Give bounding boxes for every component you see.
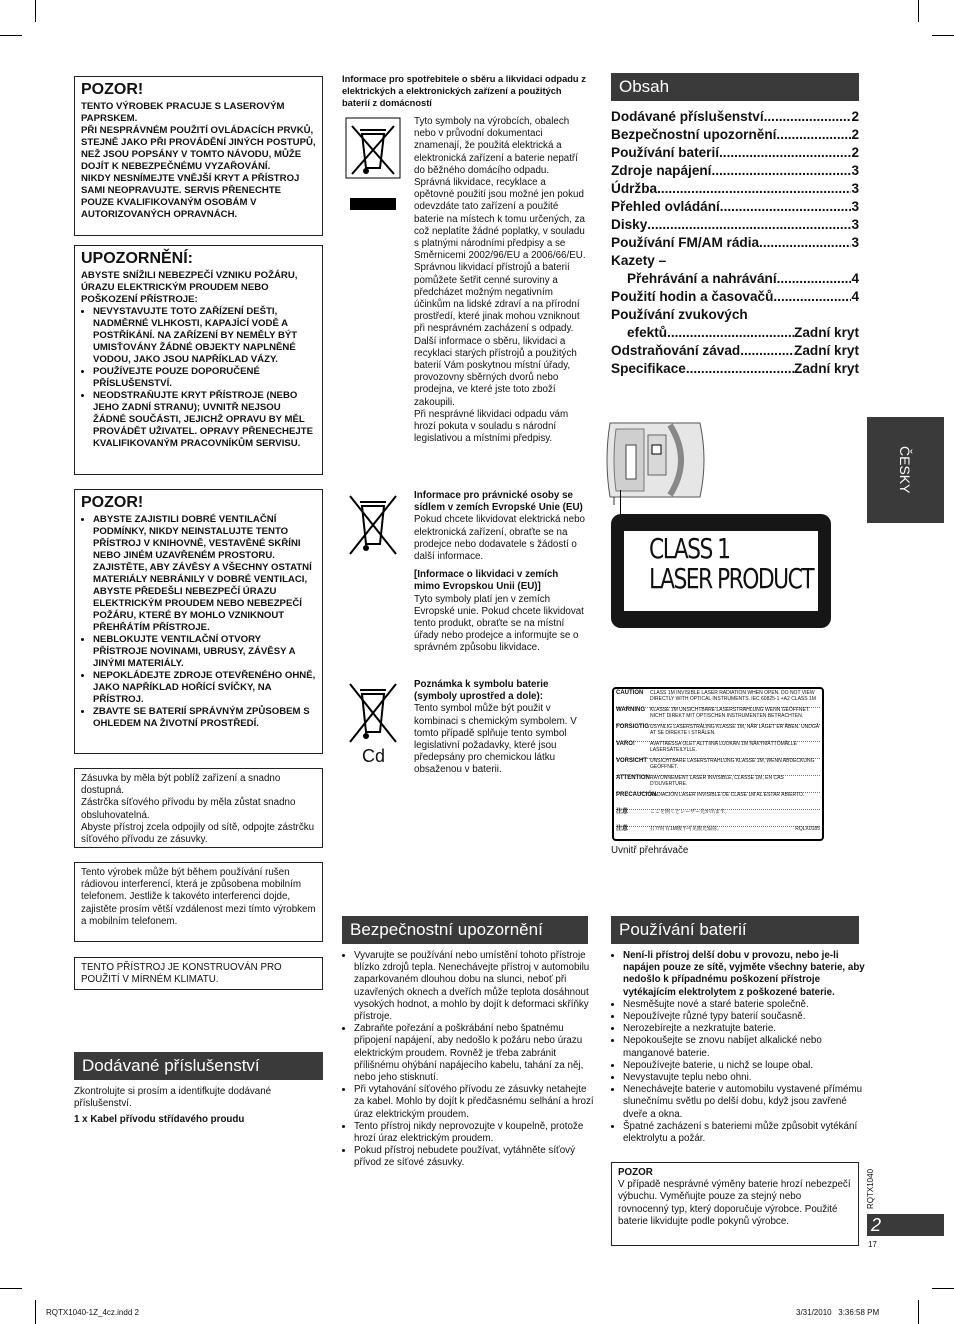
list-item: • Nepoužívejte baterie, u nichž se loupe obal. (623, 1060, 871, 1072)
toc-row[interactable]: Používání FM/AM rádia ..... 3 (611, 234, 859, 252)
laser-class-line2: LASER PRODUCT (649, 562, 814, 595)
toc-row[interactable]: Specifikace ..... Zadní kryt (611, 360, 859, 378)
list-item: • Tento přístroj nikdy neprovozujte v koupelně, protože hrozí úraz elektrickým proudem. (354, 1121, 598, 1145)
wheelie-bin-icon (342, 116, 404, 211)
crop-mark (932, 1288, 954, 1289)
toc-row[interactable]: Bezpečnostní upozornění ..... 2 (611, 126, 859, 144)
pozor-title: POZOR! (81, 494, 144, 511)
list-item: • Nepoužívejte různé typy baterií současně. (623, 1011, 871, 1023)
crop-mark (0, 1288, 22, 1289)
list-item: • Nenechávejte baterie v automobilu vystavené přímému slunečnímu světlu po delší dobu, když jsou zavřené dveře a okna. (623, 1084, 871, 1121)
toc-heading: Obsah (611, 73, 859, 101)
batteries-heading: Používání baterií (611, 916, 859, 944)
toc-row: Kazety – (611, 253, 667, 268)
device-side-illustration (600, 415, 712, 505)
laser-class-line1: CLASS 1 (649, 532, 730, 565)
eu-text: Pokud chcete likvidovat elektrická nebo elektronická zařízení, obraťte se na prodejce nebo dodavatele s žádostí o další informace. (414, 514, 585, 563)
list-item: • ZBAVTE SE BATERIÍ SPRÁVNÝM ZPŮSOBEM S OHLEDEM NA ŽIVOTNÍ PROSTŘEDÍ. (93, 706, 316, 730)
crop-mark (0, 35, 22, 36)
accessories-text: Zkontrolujte si prosím a identifkujte dodávané příslušenství. (74, 1086, 272, 1110)
list-item: • Zabraňte pořezání a poškrábání nebo špatnému připojení napájení, aby nedošlo k požáru nebo úrazu elektrickým proudem. Rovněž je třeba zabránit přílišnému ohýbání napájecího kabelu, tahání za něj, nebo jeho stisknutí. (354, 1023, 598, 1084)
weee-heading: Informace pro spotřebitele o sběru a likvidaci odpadu z elektrických a elektronických zařízení a použitých baterií z domácností (342, 74, 586, 108)
list-item: • NEODSTRAŇUJTE KRYT PŘÍSTROJE (NEBO JEHO ZADNÍ STRANU); UVNITŘ NEJSOU ŽÁDNÉ SOUČÁSTI, JEJICHŽ OPRAVU BY MĚL PROVÁDĚT UŽIVATEL. OPRAVY PŘENECHEJTE KVALIFIKOVANÝM PRACOVNÍKŮM SERVISU. (93, 390, 316, 450)
crop-mark (35, 1300, 36, 1324)
upozorneni-box (74, 245, 323, 475)
footer-file: RQTX1040-1Z_4cz.indd 2 (46, 1308, 139, 1317)
battery-pozor-box (611, 1162, 859, 1246)
list-item: • Pokud přístroj nebudete používat, vytáhněte síťový přívod ze síťové zásuvky. (354, 1145, 598, 1169)
toc-row[interactable]: efektů ..... Zadní kryt (611, 324, 859, 342)
list-item: • Není-li přístroj delší dobu v provozu, nebo je-li napájen pouze ze sítě, vyjměte všechny baterie, aby nedošlo k případnému poškození přístroje vytékajícím elektrolytem z poškozené baterie. (623, 950, 871, 999)
battery-pozor-text: V případě nesprávné výměny baterie hrozí nebezpečí výbuchu. Vyměňujte pouze za stejný nebo rovnocenný typ, který doporučuje výrobce. Použité baterie likvidujte podle pokynů výrobce. (618, 1179, 851, 1227)
upozorneni-title: UPOZORNĚNÍ: (81, 250, 193, 267)
pozor-title: POZOR! (81, 81, 144, 98)
toc-row[interactable]: Disky ..... 3 (611, 216, 859, 234)
list-item: • NEPOKLÁDEJTE ZDROJE OTEVŘENÉHO OHNĚ, JAKO NAPŘÍKLAD HOŘÍCÍ SVÍČKY, NA PŘÍSTROJ. (93, 670, 316, 706)
toc-row[interactable]: Používání baterií ..... 2 (611, 144, 859, 162)
model-code: RQTX1040 (866, 1168, 875, 1209)
crop-mark (932, 35, 954, 36)
safety-list (342, 950, 598, 1170)
footer-date: 3/31/2010 3:36:58 PM (796, 1308, 880, 1317)
list-item: • Při vytahování síťového přívodu ze zásuvky netahejte za kabel. Mohlo by dojít k předčasnému selhání a hrozí úraz elektrickým proudem. (354, 1084, 598, 1121)
toc-row[interactable]: Použití hodin a časovačů ..... 4 (611, 288, 859, 306)
pozor-text: TENTO VÝROBEK PRACUJE S LASEROVÝM PAPRSKEM. PŘI NESPRÁVNÉM POUŽITÍ OVLÁDACÍCH PRVKŮ, STEJNĚ JAKO PŘI PROVÁDĚNÍ JINÝCH POSTUPŮ, NEŽ JSOU POPSÁNY V TOMTO NÁVODU, MŮŽE DOJÍT K NEBEZPEČNÉMU VYZAŘOVÁNÍ. NIKDY NESNÍMEJTE VNĚJŠÍ KRYT A PŘÍSTROJ SAMI NEOPRAVUJTE. SERVIS PŘENECHTE POUZE KVALIFIKOVANÝM OSOBÁM V AUTORIZOVANÝCH OPRAVNÁCH. (81, 101, 316, 220)
language-tab[interactable] (867, 417, 944, 523)
list-item: • Nesměšujte nové a staré baterie společně. (623, 999, 871, 1011)
noneu-text: Tyto symboly platí jen v zemích Evropské unie. Pokud chcete likvidovat tento produkt, obraťte se na místní úřady nebo prodejce a informujte se o správném způsobu likvidace. (414, 593, 584, 654)
noneu-title: [Informace o likvidaci v zemích mimo Evropskou Unii (EU)] (414, 569, 559, 593)
note-title: Poznámka k symbolu baterie (symboly uprostřed a dole): (414, 679, 549, 703)
accessories-item: 1 x Kabel přívodu střídavého proudu (74, 1114, 245, 1125)
battery-pozor-title: POZOR (618, 1167, 653, 1178)
accessories-heading: Dodávané příslušenství (74, 1052, 323, 1080)
phone-note: Tento výrobek může být během používání rušen rádiovou interferencí, která je způsobena mobilním telefonem. Jestliže k takovéto interferenci dojde, zajistěte prosím větší vzdálenost mezi tímto výrobkem a mobilním telefonem. (74, 862, 323, 942)
list-item: • NEVYSTAVUJTE TOTO ZAŘÍZENÍ DEŠTI, NADMĚRNÉ VLHKOSTI, KAPAJÍCÍ VODĚ A POSTŘÍKÁNÍ. NA ZAŘÍZENÍ BY NEMĚLY BÝT UMISŤOVÁNY ŽÁDNÉ OBJEKTY NAPLNĚNÉ VODOU, JAKO JSOU NAPŘÍKLAD VÁZY. (93, 306, 316, 366)
list-item: • ABYSTE ZAJISTILI DOBRÉ VENTILAČNÍ PODMÍNKY, NIKDY NEINSTALUJTE TENTO PŘÍSTROJ V KNIHOVNĚ, VESTAVĚNÉ SKŘÍNI NEBO JINÉM UZAVŘENÉM PROSTORU. ZAJISTĚTE, ABY ZÁVĚSY A VŠECHNY OSTATNÍ MATERIÁLY NEBRÁNILY V DOBRÉ VENTILACI, ABYSTE PŘEDEŠLI NEBEZPEČÍ ÚRAZU ELEKTRICKÝM PROUDEM NEBO NEBEZPEČÍ POŽÁRU, KTERÉ BY MOHLO VZNIKNOUT PŘEHŘÁTÍM PŘÍSTROJE. (93, 514, 316, 634)
page-number: 2 (867, 1214, 944, 1236)
toc-row[interactable]: Přehrávání a nahrávání ..... 4 (611, 270, 859, 288)
toc-row[interactable]: Odstraňování závad ..... Zadní kryt (611, 342, 859, 360)
list-item: • Špatné zacházení s bateriemi může způsobit vytékání elektrolytu a požár. (623, 1121, 871, 1145)
toc-row[interactable]: Údržba ..... 3 (611, 180, 859, 198)
toc-row[interactable]: Dodávané příslušenství ..... 2 (611, 108, 859, 126)
pozor-ventilation-box (74, 489, 323, 754)
language-tab-label: ČESKY (897, 446, 913, 494)
plug-note: Zásuvka by měla být poblíž zařízení a snadno dostupná. Zástrčka síťového přívodu by měla zůstat snadno obsluhovatelná. Abyste přístroj zcela odpojily od sítě, odpojte zástrčku síťového přívodu ze zásuvky. (74, 768, 323, 848)
upozorneni-intro: ABYSTE SNÍŽILI NEBEZPEČÍ VZNIKU POŽÁRU, ÚRAZU ELEKTRICKÝM PROUDEM NEBO POŠKOZENÍ PŘÍSTROJE: (81, 270, 298, 305)
toc-row[interactable]: Zdroje napájení ..... 3 (611, 162, 859, 180)
list-item: • POUŽÍVEJTE POUZE DOPORUČENÉ PŘÍSLUŠENSTVÍ. (93, 366, 316, 390)
leader-line (620, 490, 637, 516)
table-of-contents (611, 108, 859, 378)
list-item: • Nepokoušejte se znovu nabíjet alkalické nebo manganové baterie. (623, 1035, 871, 1059)
list-item: • Vyvarujte se používání nebo umístění tohoto přístroje blízko zdrojů tepla. Nenechávejte přístroj v automobilu zaparkovaném dlouhou dobu na slunci, neboť při uzavřených oknech a dveřích může teplota dosáhnout vysokých hodnot, a mohlo by dojít k deformaci skříňky přístroje. (354, 950, 598, 1023)
weee-text: Tyto symboly na výrobcích, obalech nebo v průvodní dokumentaci znamenají, že použitá elektrická a elektronická zařízení a baterie nepatří do běžného domácího odpadu. Správná likvidace, recyklace a opětovné použití jsou možné jen pokud odevzdáte tato zařízení a použité baterie na místech k tomu určených, za což neplatíte žádné poplatky, v souladu s platnými národními předpisy a se Směrnicemi 2002/96/EU a 2006/66/EU. Správnou likvidací přístrojů a baterií pomůžete šetřit cenné suroviny a předcházet možným negativním účinkům na lidské zdraví a na přírodní prostředí, které jinak mohou vzniknout při nesprávném zacházení s odpady. Další informace o sběru, likvidaci a recyklaci starých přístrojů a použitých baterií Vám poskytnou místní úřady, provozovny sběrných dvorů nebo prodejna, ve které jste toto zboží zakoupili. Při nesprávné likvidaci odpadu vám hrozí pokuta v souladu s národní legislativou a místními předpisy. (414, 116, 586, 445)
climate-note: TENTO PŘÍSTROJ JE KONSTRUOVÁN PRO POUŽITÍ V MÍRNÉM KLIMATU. (74, 957, 323, 990)
small-page-number: 17 (868, 1240, 877, 1249)
batteries-list (611, 950, 871, 1145)
toc-row: Používání zvukových (611, 307, 748, 322)
cd-symbol: Cd (362, 746, 386, 766)
crop-mark (918, 1300, 919, 1324)
note-text: Tento symbol může být použit v kombinaci s chemickým symbolem. V tomto případě splňuje tento symbol legislativní požadavky, které jsou předepsány pro chemickou látku obsaženou v baterii. (414, 703, 577, 776)
eu-title: Informace pro právnické osoby se sídlem v zemích Evropské Unie (EU) (414, 490, 583, 514)
crop-mark (35, 0, 36, 22)
inside-player-caption: Uvnitř přehrávače (611, 845, 689, 856)
list-item: • NEBLOKUJTE VENTILAČNÍ OTVORY PŘÍSTROJE NOVINAMI, UBRUSY, ZÁVĚSY A JINÝMI MATERIÁLY. (93, 634, 316, 670)
safety-heading: Bezpečnostní upozornění (342, 916, 588, 944)
list-item: • Nerozebírejte a nezkratujte baterie. (623, 1023, 871, 1035)
laser-class-label (611, 514, 831, 628)
list-item: • Nevystavujte teplu nebo ohni. (623, 1072, 871, 1084)
laser-warning-label: CAUTION CLASS 1M INVISIBLE LASER RADIATION WHEN OPEN. DO NOT VIEW DIRECTLY WITH OPTICAL INSTRUMENTS. IEC 60825-1 +A2 CLASS 1M WARNING KLASSE 1M UNSICHTBARE LASERSTRAHLUNG WENN GEÖFFNET. NICHT DIREKT MIT OPTISCHEN INSTRUMENTEN BETRACHTEN. FORSIGTIG USYNLIG LASERSTRÅLING KLASSE 1M, NÅR LÅGET ER ÅBEN. UNDGÅ AT SE DIREKTE I STRÅLEN. VARO! AVATTAESSA OLET ALTTIINA LUOKAN 1M NÄKYMÄTTÖMÄLLE LASERSÄTEILYLLE. VORSICHT UNSICHTBARE LASERSTRAHLUNG KLASSE 1M, WENN ABDECKUNG GEÖFFNET. ATTENTION RAYONNEMENT LASER INVISIBLE, CLASSE 1M, EN CAS D'OUVERTURE. PRECAUCIÓN RADIACIÓN LÁSER INVISIBLE DE CLASE 1M AL ESTAR ABIERTO. 注意 ここを開くとレーザー光が出ます。 注意 打开时有1M级不可见激光辐射。 RQLX0185 (612, 687, 824, 841)
battery-note (414, 679, 586, 777)
battery-bin-icon (342, 678, 404, 773)
pozor-laser-box (74, 76, 323, 236)
eu-business-info (414, 490, 586, 655)
wheelie-bin-icon (342, 490, 404, 560)
crop-mark (918, 0, 919, 22)
toc-row[interactable]: Přehled ovládání ..... 3 (611, 198, 859, 216)
